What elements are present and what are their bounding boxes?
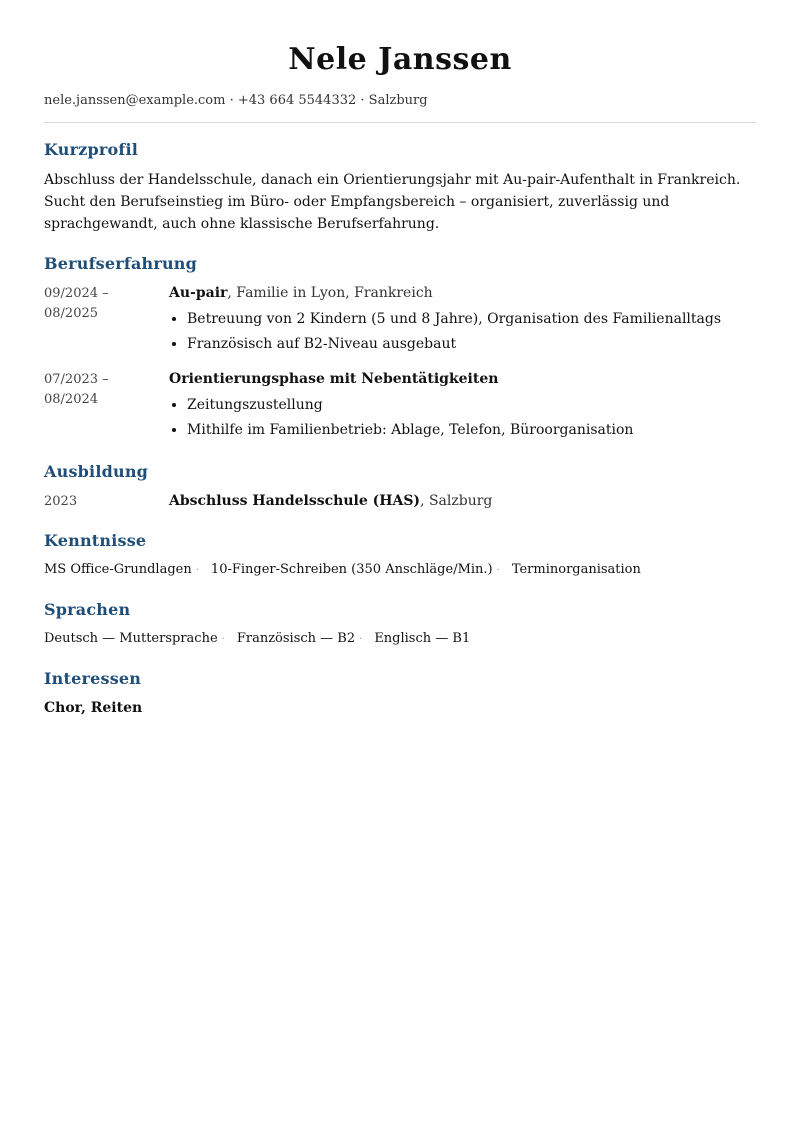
skills-list xyxy=(44,560,756,581)
entry-bullet-list xyxy=(169,307,756,357)
separator-dot: · xyxy=(496,565,500,576)
entry-content xyxy=(169,491,756,512)
education-section xyxy=(44,461,756,512)
education-heading: Ausbildung xyxy=(44,462,149,481)
language-item: Deutsch — Muttersprache xyxy=(44,631,218,646)
candidate-name: Nele Janssen xyxy=(288,42,512,77)
entry-content xyxy=(169,369,756,443)
skills-section xyxy=(44,530,756,581)
profile-text: Abschluss der Handelsschule, danach ein Orientierungsjahr mit Au-pair-Aufenthalt in Frankreich. Sucht den Berufseinstieg im Büro- oder Empfangsbereich – organisiert, zuverlässig und sprachgewandt, auch ohne klassische Berufserfahrung. xyxy=(44,172,741,232)
languages-list xyxy=(44,629,756,650)
languages-section xyxy=(44,599,756,650)
interests-text: Chor, Reiten xyxy=(44,700,143,716)
list-item: • Zeitungszustellung xyxy=(187,393,756,418)
languages-heading: Sprachen xyxy=(44,600,131,619)
entry-title: Orientierungsphase mit Nebentätigkeiten xyxy=(169,371,499,387)
header-divider xyxy=(44,122,756,123)
contact-line: nele.janssen@example.com · +43 664 5544332 · Salzburg xyxy=(44,93,428,108)
entry-date: 2023 xyxy=(44,494,78,509)
language-item: Französisch — B2 xyxy=(236,631,356,646)
list-item: • Mithilfe im Familienbetrieb: Ablage, Telefon, Büroorganisation xyxy=(187,418,756,443)
entry-date-start: 09/2024 – xyxy=(44,286,109,301)
entry-date-end: 08/2025 xyxy=(44,306,99,321)
experience-section xyxy=(44,253,756,443)
entry-content xyxy=(169,283,756,357)
entry-date xyxy=(44,283,169,357)
entry-organization: , Familie in Lyon, Frankreich xyxy=(227,285,433,301)
education-entry xyxy=(44,491,756,512)
skill-item: MS Office-Grundlagen xyxy=(44,562,192,577)
entry-date-start: 07/2023 – xyxy=(44,372,109,387)
entry-date-end: 08/2024 xyxy=(44,392,99,407)
entry-organization: , Salzburg xyxy=(420,493,493,509)
interests-heading: Interessen xyxy=(44,669,142,688)
experience-heading: Berufserfahrung xyxy=(44,254,198,273)
entry-title: Abschluss Handelsschule (HAS) xyxy=(169,493,421,509)
separator-dot: · xyxy=(359,634,363,645)
skill-item: 10-Finger-Schreiben (350 Anschläge/Min.) xyxy=(210,562,493,577)
profile-section xyxy=(44,139,756,235)
skills-heading: Kenntnisse xyxy=(44,531,147,550)
entry-date xyxy=(44,369,169,443)
separator-dot: · xyxy=(221,634,225,645)
profile-heading: Kurzprofil xyxy=(44,140,139,159)
experience-entry xyxy=(44,283,756,357)
separator-dot: · xyxy=(195,565,199,576)
language-item: Englisch — B1 xyxy=(374,631,471,646)
entry-bullet-list xyxy=(169,393,756,443)
entry-title: Au-pair xyxy=(169,285,228,301)
list-item: • Betreuung von 2 Kindern (5 und 8 Jahre), Organisation des Familienalltags xyxy=(187,307,756,332)
list-item: • Französisch auf B2-Niveau ausgebaut xyxy=(187,332,756,357)
skill-item: Terminorganisation xyxy=(511,562,641,577)
experience-entry xyxy=(44,369,756,443)
interests-section xyxy=(44,668,756,718)
